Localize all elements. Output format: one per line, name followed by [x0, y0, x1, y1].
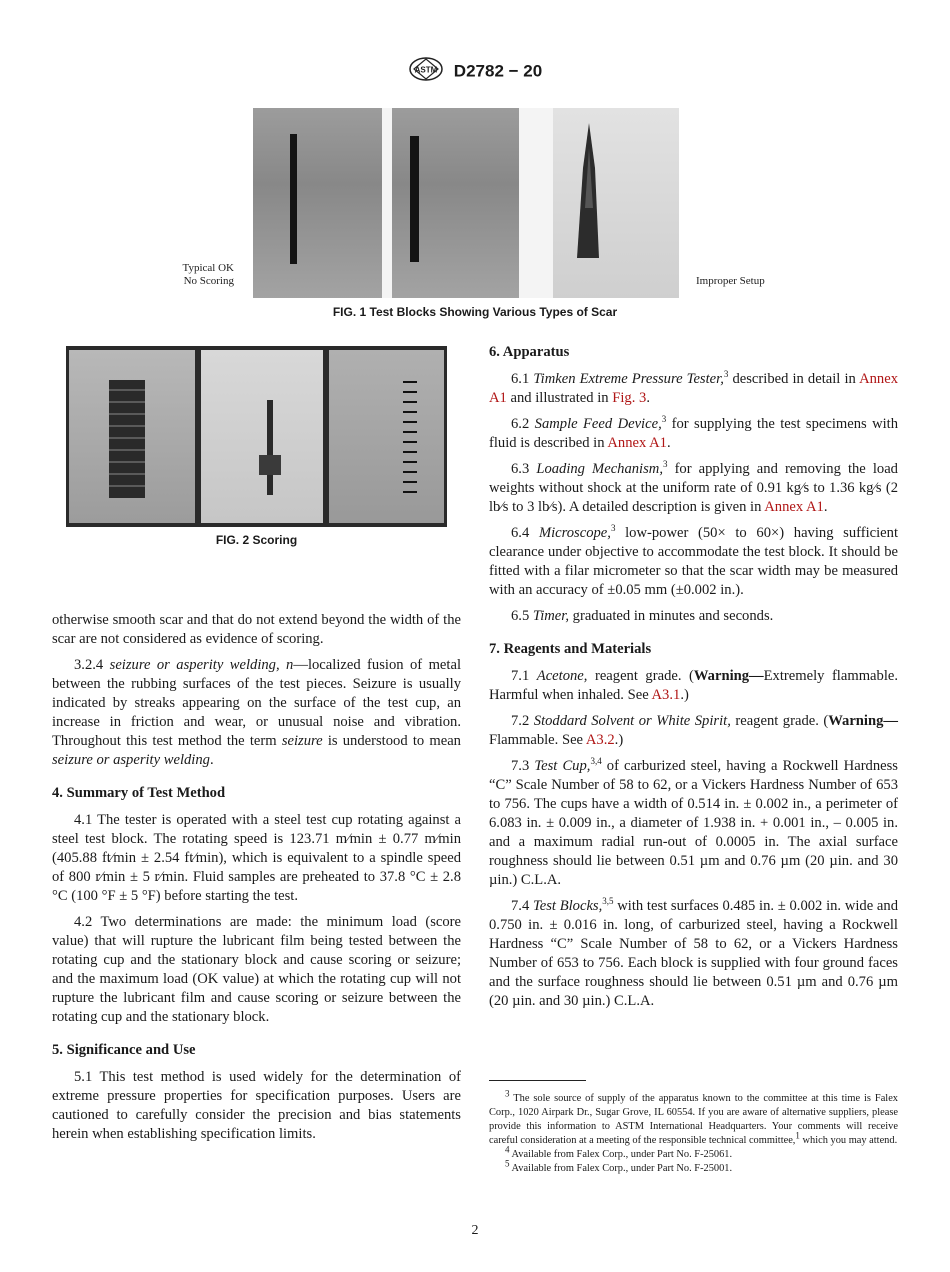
- a3-2-link[interactable]: A3.2: [585, 732, 615, 748]
- footnotes: [489, 1088, 898, 1176]
- test-block-ok-1: [253, 108, 382, 298]
- svg-text:ASTM: ASTM: [414, 65, 438, 75]
- paragraph-3-2-3-continued: otherwise smooth scar and that do not extend beyond the width of the scar are not considered as evidence of scoring.: [52, 612, 461, 647]
- paragraph-7-2: 7.2 Stoddard Solvent or White Spirit, reagent grade. (Warning—Flammable. See A3.2.): [489, 713, 898, 748]
- paragraph-4-1: 4.1 The tester is operated with a steel test cup rotating against a steel test block. The rotating speed is 123.71 m⁄min ± 0.77 m⁄min (405.88 ft⁄min ± 2.54 ft⁄min), which is equivalent to a spindle speed of 800 r⁄min ± 5 r⁄min. Fluid samples are preheated to 37.8 °C ± 2.8 °C (100 °F ± 5 °F) before starting the test.: [52, 812, 461, 904]
- figure-2-caption: FIG. 2 Scoring: [215, 533, 298, 547]
- paragraph-3-2-4: 3.2.4 seizure or asperity welding, n—localized fusion of metal between the rubbing surfaces of the test pieces. Seizure is usually indicated by streaks appearing on the surface of the test cup, an increase in friction and wear, or unusual noise and vibration. Throughout this test method the term seizure is understood to mean seizure or asperity welding.: [52, 657, 462, 768]
- section-4-heading: 4. Summary of Test Method: [52, 785, 226, 801]
- page-number: 2: [471, 1223, 479, 1238]
- paragraph-6-2: 6.2 Sample Feed Device,$^3$ for supplying the test specimens with fluid is described in Annex A1.: [489, 414, 899, 451]
- figure-2-photo: [66, 346, 447, 527]
- figure-1-photo: [253, 108, 679, 298]
- paragraph-7-3: 7.3 Test Cup,$^{3,4}$ of carburized steel, having a Rockwell Hardness “C” Scale Number of 58 to 62, or a Vickers Hardness Number of 653 to 756. The cups have a width of 0.514 in. ± 0.002 in., a perimeter of 6.083 in. ± 0.009 in., a diameter of 1.938 in. + 0.001 in., – 0.005 in. and a maximum radial run-out of 0.0005 in. The axial surface roughness should lie between 0.51 µm and 0.76 µm (20 µin. and 30 µin.) C.L.A.: [489, 756, 898, 888]
- paragraph-5-1: 5.1 This test method is used widely for the determination of extreme pressure properties for specification purposes. Users are cautioned to carefully consider the precision and bias statements herein when establishing specification limits.: [52, 1069, 461, 1142]
- paragraph-6-3: 6.3 Loading Mechanism,$^3$ for applying and removing the load weights without shock at the uniform rate of 0.91 kg⁄s to 1.36 kg⁄s (2 lb⁄s to 3 lb⁄s). A detailed description is given in Annex A1.: [489, 459, 898, 515]
- annex-a1-link[interactable]: Annex A1: [764, 499, 824, 515]
- figure-1-caption: FIG. 1 Test Blocks Showing Various Types of Scar: [332, 305, 618, 319]
- section-6-heading: 6. Apparatus: [489, 344, 570, 360]
- scoring-block-1: [69, 350, 195, 523]
- scoring-block-3: [329, 350, 444, 523]
- paragraph-6-4: 6.4 Microscope,$^3$ low-power (50× to 60×) having sufficient clearance under objective to accommodate the test block. It should be fitted with a filar micrometer so that the scar width may be measured with an accuracy of ±0.05 mm (±0.002 in.).: [489, 523, 899, 598]
- paragraph-7-1: 7.1 Acetone, reagent grade. (Warning—Extremely flammable. Harmful when inhaled. See A3.1.): [489, 668, 899, 703]
- astm-logo: [408, 56, 444, 87]
- page-header: [0, 56, 950, 87]
- fig-3-link[interactable]: Fig. 3: [612, 390, 647, 406]
- paragraph-7-4: 7.4 Test Blocks,$^{3,5}$ with test surfaces 0.485 in. ± 0.002 in. wide and 0.750 in. ± 0.016 in. long, of carburized steel, having a Rockwell Hardness “C” Scale Number of 58 to 62, or a Vickers Hardness Number of 653 to 756. Each block is supplied with four ground faces and the surface roughness should lie between 0.51 µm and 0.76 µm (20 µin. and 30 µin.) C.L.A.: [489, 896, 898, 1009]
- paragraph-6-5: 6.5 Timer, graduated in minutes and seconds.: [511, 608, 774, 624]
- figure-1-label-left: Typical OK No Scoring: [182, 262, 234, 287]
- scoring-block-2: [201, 350, 323, 523]
- section-5-heading: 5. Significance and Use: [52, 1042, 196, 1058]
- footnote-3: $^3$ The sole source of supply of the apparatus known to the committee at this time is Falex Corp., 1020 Airpark Dr., Sugar Grove, IL 60554. If you are aware of alternative suppliers, please provide this information to ASTM International Headquarters. Your comments will receive careful consideration at a meeting of the responsible technical committee,$^1$ which you may attend.: [489, 1088, 898, 1146]
- annex-a1-link[interactable]: Annex A1: [607, 435, 667, 451]
- footnote-4: $^4$ Available from Falex Corp., under Part No. F-25061.: [505, 1144, 733, 1160]
- footnote-rule: [489, 1080, 586, 1081]
- left-column: [52, 611, 461, 1151]
- figure-1-label-right: Improper Setup: [696, 275, 765, 287]
- footnote-5: $^5$ Available from Falex Corp., under Part No. F-25001.: [505, 1158, 733, 1174]
- test-block-improper: [553, 108, 679, 298]
- paragraph-6-1: 6.1 Timken Extreme Pressure Tester,$^3$ described in detail in Annex A1 and illustrated in Fig. 3.: [489, 369, 899, 406]
- a3-1-link[interactable]: A3.1: [651, 687, 681, 703]
- annex-a1-link[interactable]: Annex A1: [489, 371, 899, 406]
- section-7-heading: 7. Reagents and Materials: [489, 641, 652, 657]
- standard-designation: D2782 − 20: [453, 61, 543, 81]
- test-block-ok-2: [392, 108, 519, 298]
- paragraph-4-2: 4.2 Two determinations are made: the minimum load (score value) that will rupture the lubricant film being tested between the rotating cup and the stationary block and cause scoring or seizure; and the maximum load (OK value) at which the rotating cup will not rupture the lubricant film and cause scoring or seizure between the rotating cup and the stationary block.: [52, 914, 461, 1025]
- right-column: [489, 331, 898, 1018]
